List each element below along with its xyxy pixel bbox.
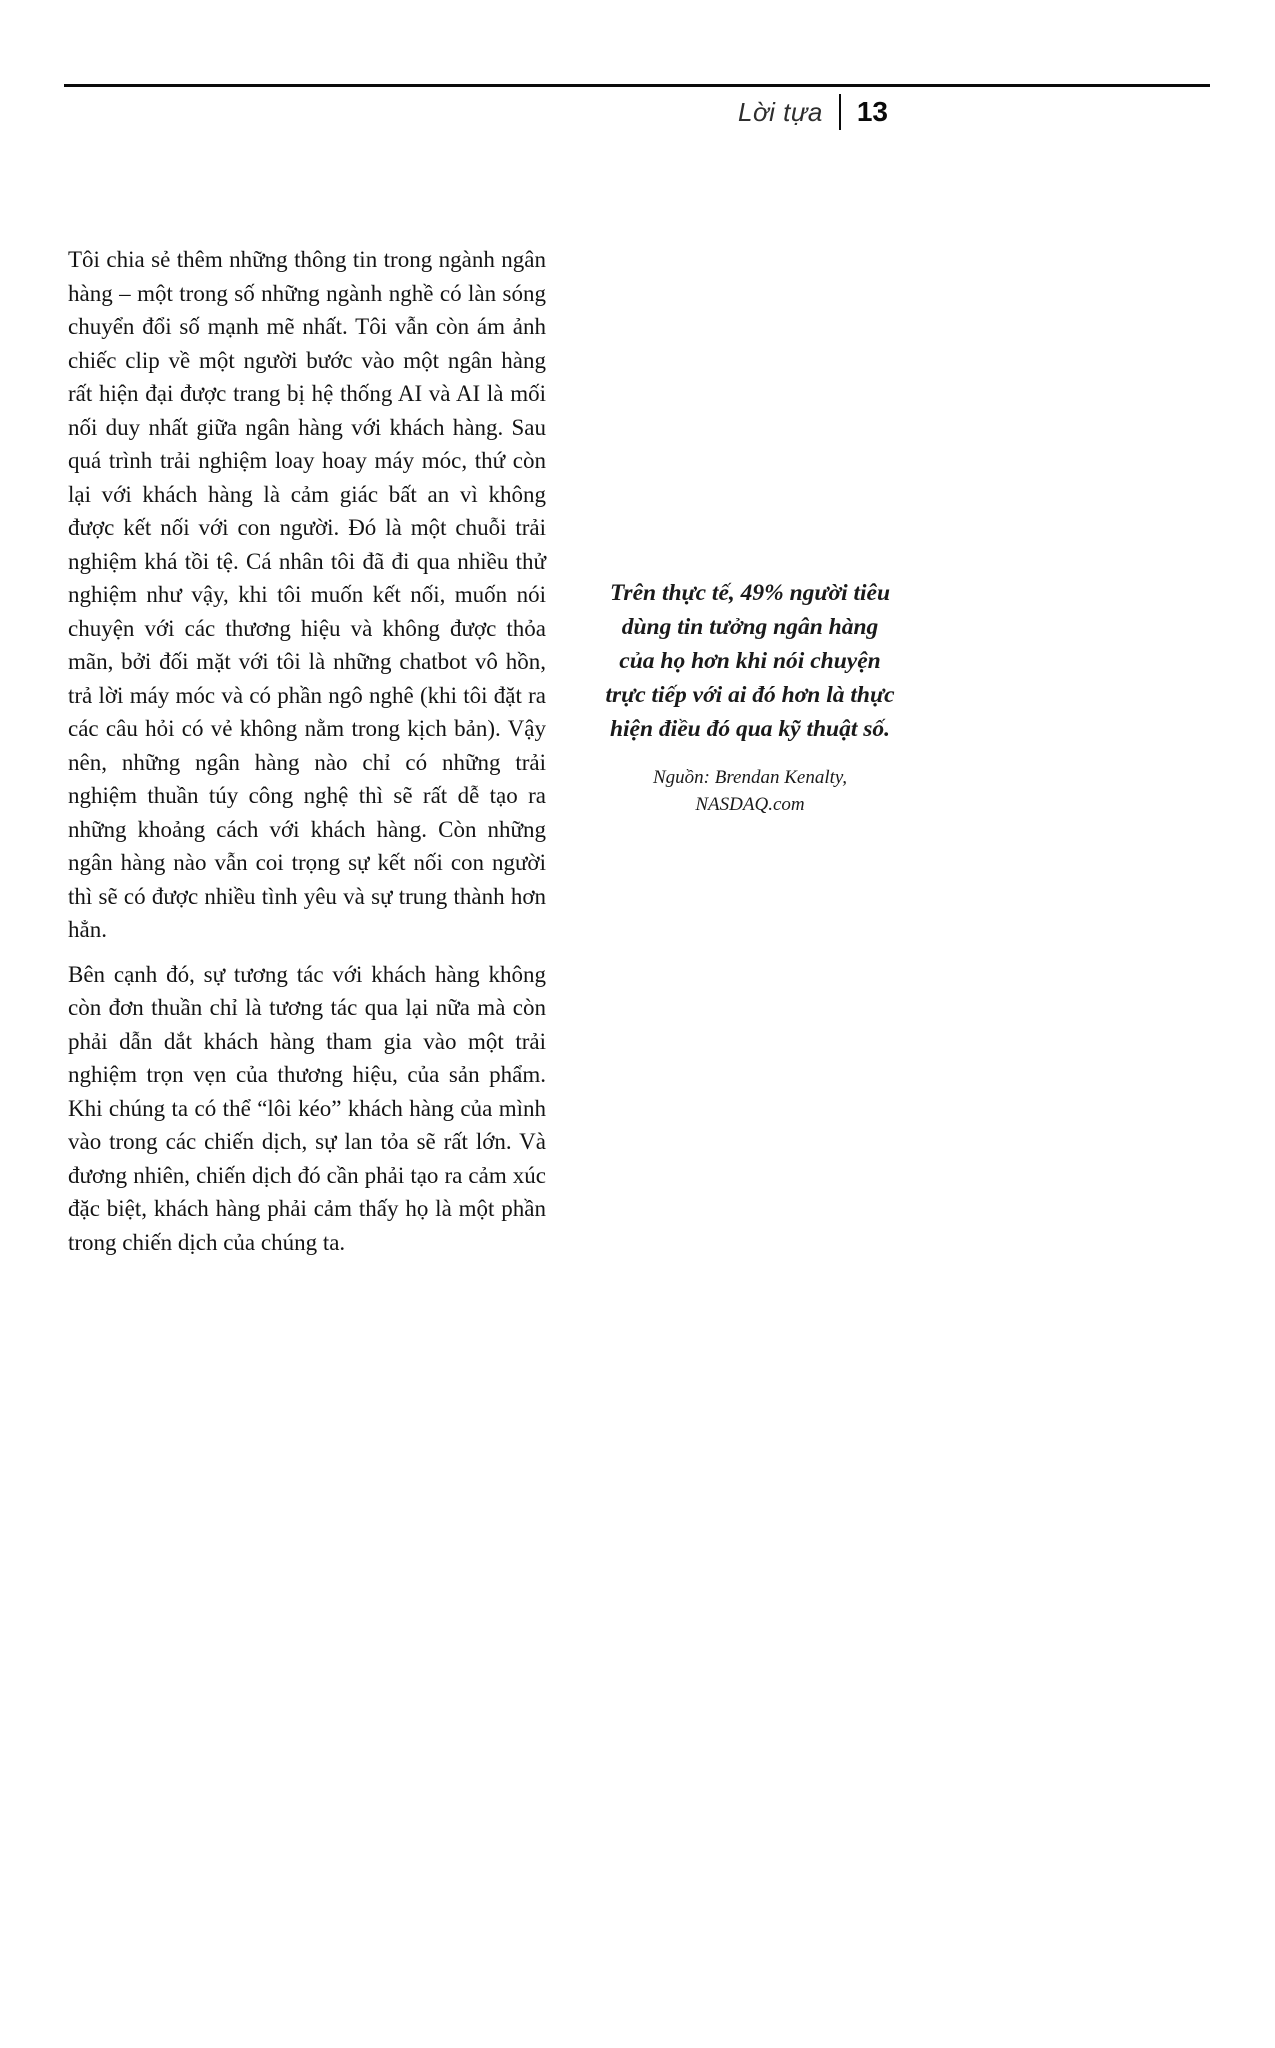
quote-source: Nguồn: Brendan Kenalty, NASDAQ.com xyxy=(652,767,848,815)
header-rule xyxy=(64,84,1210,87)
margin-column xyxy=(603,576,897,818)
page-number: 13 xyxy=(856,96,888,127)
pull-quote: Trên thực tế, 49% người tiêu dùng tin tưởng ngân hàng của họ hơn khi nói chuyện trực tiếp với ai đó hơn là thực hiện điều đó qua kỹ thuật số. xyxy=(605,580,895,742)
header-divider xyxy=(839,94,841,130)
chapter-title: Lời tựa xyxy=(738,96,823,127)
paragraph-2: Bên cạnh đó, sự tương tác với khách hàng không còn đơn thuần chỉ là tương tác qua lại nữa mà còn phải dẫn dắt khách hàng tham gia vào một trải nghiệm trọn vẹn của thương hiệu, của sản phẩm. Khi chúng ta có thể “lôi kéo” khách hàng của mình vào trong các chiến dịch, sự lan tỏa sẽ rất lớn. Và đương nhiên, chiến dịch đó cần phải tạo ra cảm xúc đặc biệt, khách hàng phải cảm thấy họ là một phần trong chiến dịch của chúng ta. xyxy=(68,961,546,1255)
body-text xyxy=(68,243,546,1270)
paragraph-1: Tôi chia sẻ thêm những thông tin trong ngành ngân hàng – một trong số những ngành nghề có làn sóng chuyển đổi số mạnh mẽ nhất. Tôi vẫn còn ám ảnh chiếc clip về một người bước vào một ngân hàng rất hiện đại được trang bị hệ thống AI và AI là mối nối duy nhất giữa ngân hàng với khách hàng. Sau quá trình trải nghiệm loay hoay máy móc, thứ còn lại với khách hàng là cảm giác bất an vì không được kết nối với con người. Đó là một chuỗi trải nghiệm khá tồi tệ. Cá nhân tôi đã đi qua nhiều thử nghiệm như vậy, khi tôi muốn kết nối, muốn nói chuyện với các thương hiệu và không được thỏa mãn, bởi đối mặt với tôi là những chatbot vô hồn, trả lời máy móc và có phần ngô nghê (khi tôi đặt ra các câu hỏi có vẻ không nằm trong kịch bản). Vậy nên, những ngân hàng nào chỉ có những trải nghiệm thuần túy công nghệ thì sẽ rất dễ tạo ra những khoảng cách với khách hàng. Còn những ngân hàng nào vẫn coi trọng sự kết nối con người thì sẽ có được nhiều tình yêu và sự trung thành hơn hẳn. xyxy=(68,247,546,942)
page-header xyxy=(64,94,888,130)
